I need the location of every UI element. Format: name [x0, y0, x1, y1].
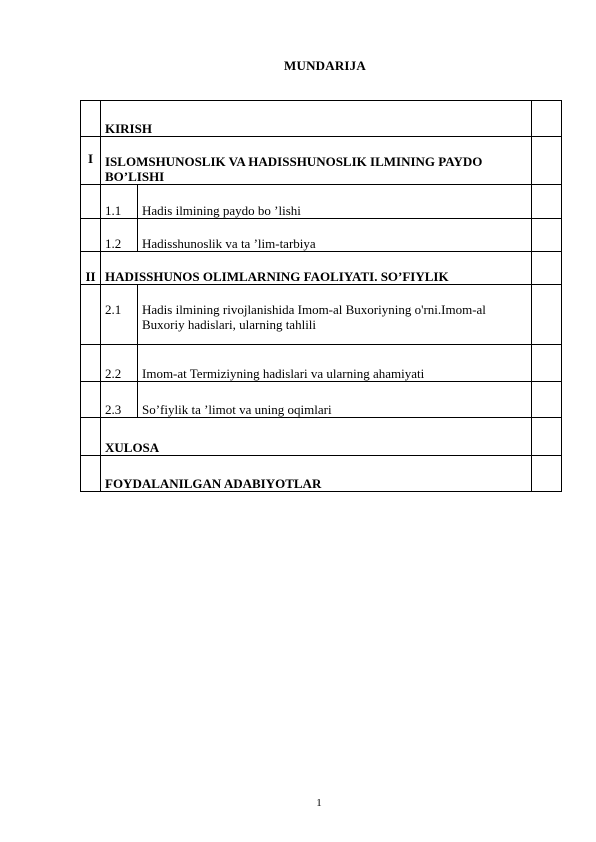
- page-cell: [532, 456, 562, 492]
- subsection-number: 2.2: [101, 345, 138, 382]
- toc-row-2-3: [81, 382, 562, 418]
- page-cell: [532, 285, 562, 345]
- page-cell: [532, 345, 562, 382]
- toc-row-xulosa: [81, 418, 562, 456]
- toc-row-1-2: [81, 219, 562, 252]
- section-number: [81, 285, 101, 345]
- subsection-title: So’fiylik ta ’limot va uning oqimlari: [138, 382, 532, 418]
- section-number: I: [81, 137, 101, 185]
- page-cell: [532, 101, 562, 137]
- section-title: HADISSHUNOS OLIMLARNING FAOLIYATI. SO’FIYLIK: [101, 252, 532, 285]
- page-cell: [532, 252, 562, 285]
- subsection-title: Hadis ilmining paydo bo ’lishi: [138, 185, 532, 219]
- subsection-number: 1.2: [101, 219, 138, 252]
- section-number: [81, 219, 101, 252]
- table-of-contents: [80, 100, 562, 492]
- page-cell: [532, 185, 562, 219]
- section-title: FOYDALANILGAN ADABIYOTLAR: [101, 456, 532, 492]
- page-title: MUNDARIJA: [284, 58, 366, 73]
- subsection-title: Hadisshunoslik va ta ’lim-tarbiya: [138, 219, 532, 252]
- page-cell: [532, 219, 562, 252]
- section-title: XULOSA: [101, 418, 532, 456]
- section-number: [81, 456, 101, 492]
- section-number: [81, 101, 101, 137]
- section-number: [81, 382, 101, 418]
- section-number: II: [81, 252, 101, 285]
- toc-row-kirish: [81, 101, 562, 137]
- section-number: [81, 418, 101, 456]
- page-cell: [532, 418, 562, 456]
- page-number: 1: [316, 797, 322, 809]
- section-number: [81, 345, 101, 382]
- subsection-title: Imom-at Termiziyning hadislari va ularning ahamiyati: [138, 345, 532, 382]
- toc-row-adabiyotlar: [81, 456, 562, 492]
- page-cell: [532, 137, 562, 185]
- section-number: [81, 185, 101, 219]
- subsection-title: Hadis ilmining rivojlanishida Imom-al Buxoriyning o'rni.Imom-al Buxoriy hadislari, ularning tahlili: [138, 285, 532, 345]
- section-title: KIRISH: [101, 101, 532, 137]
- toc-row-1-1: [81, 185, 562, 219]
- section-title: ISLOMSHUNOSLIK VA HADISSHUNOSLIK ILMINING PAYDO BO’LISHI: [101, 137, 532, 185]
- toc-row-2-2: [81, 345, 562, 382]
- subsection-number: 1.1: [101, 185, 138, 219]
- subsection-number: 2.1: [101, 285, 138, 345]
- subsection-number: 2.3: [101, 382, 138, 418]
- page-cell: [532, 382, 562, 418]
- toc-row-section-1: [81, 137, 562, 185]
- toc-row-2-1: [81, 285, 562, 345]
- toc-row-section-2: [81, 252, 562, 285]
